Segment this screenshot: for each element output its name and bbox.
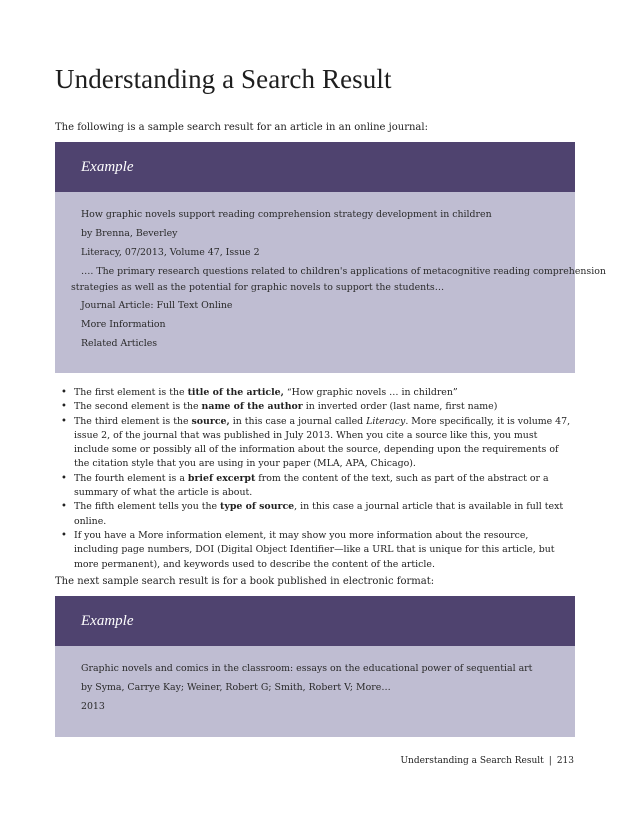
footer-title: Understanding a Search Result [400,756,544,766]
result-excerpt-continued: strategies as well as the potential for graphic novels to support the students… [71,282,445,293]
result-author: by Brenna, Beverley [81,228,178,239]
result-excerpt: …. The primary research questions related to children's applications of metacognitive reading comprehension [81,266,606,277]
footer-separator: | [548,756,552,766]
list-item: • The third element is the source, in this case a journal called Literacy. More specifically, it is volume 47, issue 2, of the journal that was published in July 2013. When you cite a source like this, you must include some or possibly all of the information about the source, depending upon the requirements of the citation style that you are using in your paper (MLA, APA, Chicago). [74,415,575,472]
result-title: Graphic novels and comics in the classroom: essays on the educational power of sequential art [81,663,533,674]
list-item: • The fifth element tells you the type of source, in this case a journal article that is available in full text online. [74,500,575,529]
result-type: Journal Article: Full Text Online [81,300,233,311]
page-title: Understanding a Search Result [55,64,392,94]
result-author: by Syma, Carrye Kay; Weiner, Robert G; Smith, Robert V; More… [81,682,391,693]
list-item: • The fourth element is a brief excerpt from the content of the text, such as part of the abstract or a summary of what the article is about. [74,472,575,501]
result-more-information: More Information [81,319,166,330]
list-item: • If you have a More information element, it may show you more information about the resource, including page numbers, DOI (Digital Object Identifier—like a URL that is unique for this article, but more permanent), and keywords used to describe the content of the article. [74,529,575,572]
page-footer [400,756,574,766]
result-related-articles: Related Articles [81,338,158,349]
example-header: Example [55,596,575,646]
page-number: 213 [556,756,574,766]
result-date: 2013 [81,701,105,712]
list-item: • The second element is the name of the author in inverted order (last name, first name) [74,400,575,414]
example-box-article [55,142,606,373]
example-box-book [55,596,575,737]
example-header: Example [55,142,575,192]
result-title: How graphic novels support reading comprehension strategy development in children [81,209,492,220]
element-explanations-list [55,386,575,572]
list-item: • The first element is the title of the article, “How graphic novels … in children” [74,386,575,400]
intro-paragraph-book: The next sample search result is for a book published in electronic format: [55,576,435,587]
intro-paragraph: The following is a sample search result for an article in an online journal: [55,122,428,133]
result-source: Literacy, 07/2013, Volume 47, Issue 2 [81,247,260,258]
